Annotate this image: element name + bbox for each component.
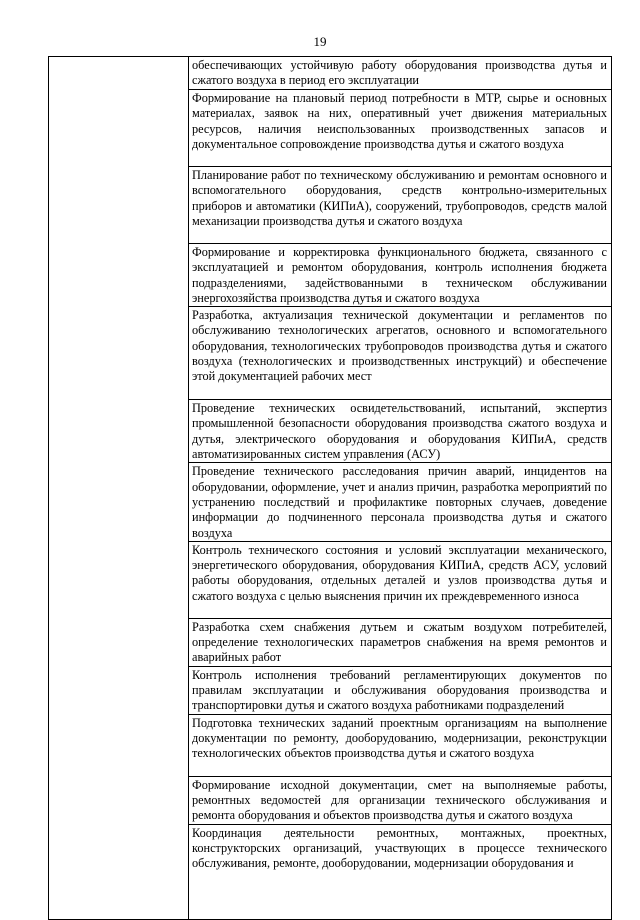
table-cell: [189, 167, 612, 244]
table-row: [49, 57, 612, 90]
row-text: Формирование на плановый период потребности в МТР, сырье и основных материалах, заявок на них, оперативный учет движения материальных ресурсов, наличия неиспользованных производственных запасов и документальное сопровождение производства дутья и сжатого воздуха: [192, 91, 607, 151]
row-text: Разработка, актуализация технической документации и регламентов по обслуживанию технологических агрегатов, основного и вспомогательного оборудования, технологических трубопроводов производства дутья и сжатого воздуха (технологических и производственных инструкций) и обеспечение этой документацией рабочих мест: [192, 308, 607, 384]
row-text: обеспечивающих устойчивую работу оборудования производства дутья и сжатого воздуха в период его эксплуатации: [192, 58, 607, 88]
table-cell: [189, 57, 612, 90]
table-cell: [189, 618, 612, 666]
row-text: Планирование работ по техническому обслуживанию и ремонтам основного и вспомогательного оборудования, средств контрольно-измерительных приборов и автоматики (КИПиА), сооружений, трубопроводов, средств малой механизации производства дутья и сжатого воздуха: [192, 168, 607, 228]
table-cell: [189, 400, 612, 463]
table-cell: [189, 541, 612, 618]
row-text: Формирование и корректировка функционального бюджета, связанного с эксплуатацией и ремонтом оборудования, контроль исполнения бюджета подразделениями, задействованными в техническом обслуживании энергохозяйства производства дутья и сжатого воздуха: [192, 245, 607, 305]
table-cell: [189, 307, 612, 400]
row-text: Проведение технических освидетельствований, испытаний, экспертиз промышленной безопасности оборудования производства сжатого воздуха и дутья, электрического оборудования и оборудования КИПиА, средств автоматизированных систем управления (АСУ): [192, 401, 607, 462]
row-text: Подготовка технических заданий проектным организациям на выполнение документации по ремонту, дооборудованию, модернизации, реконструкции технологических объектов производства дутья и сжатого воздуха: [192, 715, 607, 761]
row-text: Формирование исходной документации, смет на выполняемые работы, ремонтных ведомостей для организации технического обслуживания и ремонта оборудования и объектов производства дутья и сжатого воздуха: [192, 777, 607, 823]
table-cell: [189, 714, 612, 776]
table-cell: [189, 244, 612, 307]
row-text: Контроль исполнения требований регламентирующих документов по правилам эксплуатации и обслуживания оборудования производства и транспортировки дутья и сжатого воздуха работниками подразделений: [192, 667, 607, 713]
row-text: Координация деятельности ремонтных, монтажных, проектных, конструкторских организаций, участвующих в процессе технического обслуживания, ремонте, дооборудовании, модернизации оборудования и: [192, 825, 607, 871]
left-column-cell: [49, 57, 189, 920]
row-text: Разработка схем снабжения дутьем и сжатым воздухом потребителей, определение технологических параметров снабжения на время ремонтов и аварийных работ: [192, 619, 607, 665]
row-text: Проведение технического расследования причин аварий, инцидентов на оборудовании, оформление, учет и анализ причин, разработка мероприятий по устранению последствий и профилактике повторных случаев, доведение информации до подчиненного персонала производства дутья и сжатого воздуха: [192, 464, 607, 540]
table-cell: [189, 666, 612, 714]
page-number: 19: [313, 34, 327, 49]
duties-table: [48, 56, 612, 920]
row-text: Контроль технического состояния и условий эксплуатации механического, энергетического оборудования, оборудования КИПиА, средств АСУ, условий работы оборудования, отдельных деталей и узлов производства дутья и сжатого воздуха с целью выяснения причин их преждевременного износа: [192, 542, 607, 603]
table-cell: [189, 463, 612, 541]
table-cell: [189, 776, 612, 824]
table-cell: [189, 90, 612, 167]
